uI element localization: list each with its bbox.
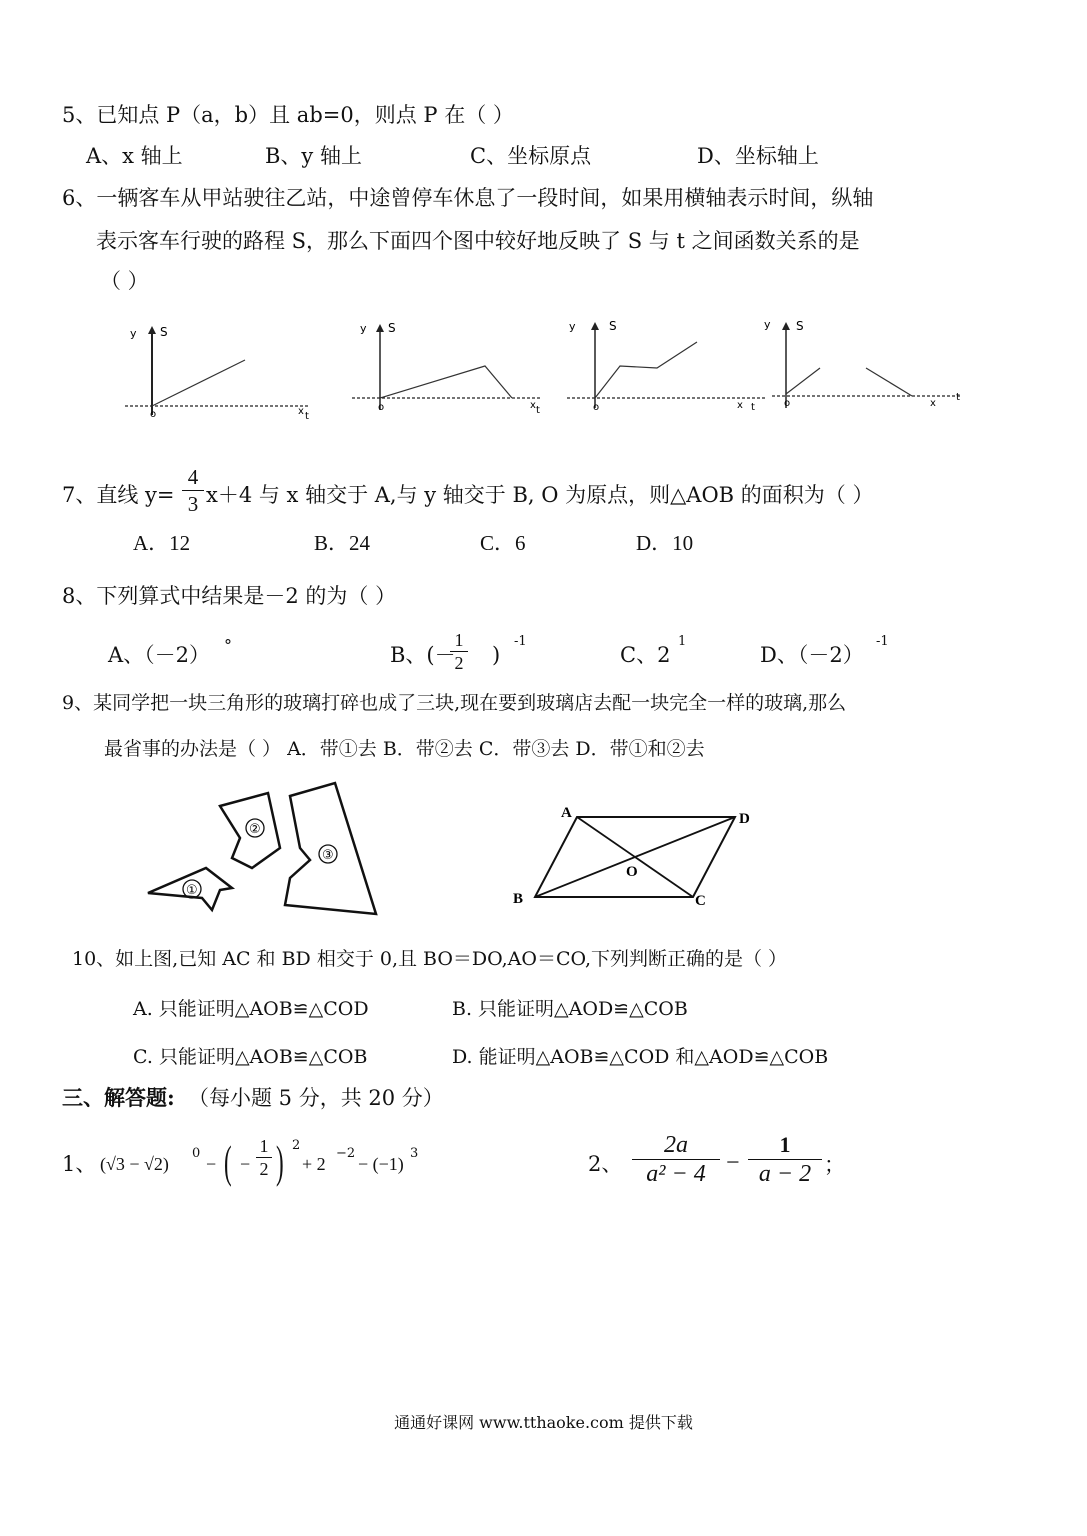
q6-line2: 表示客车行驶的路程 S，那么下面四个图中较好地反映了 S 与 t 之间函数关系的是 (96, 229, 860, 253)
g4-x-label: x (930, 398, 936, 409)
q10-option-a: A. 只能证明△AOB≌△COD (133, 998, 369, 1020)
q8-stem: 8、下列算式中结果是－2 的为（ ） (62, 584, 397, 608)
point-a-label: A (561, 805, 572, 821)
g4-origin-label: o (784, 398, 791, 409)
point-b-label: B (513, 891, 524, 907)
g1-s-label: S (160, 325, 168, 339)
q5-stem: 5、已知点 P（a，b）且 ab=0，则点 P 在（ ） (62, 103, 514, 127)
p1-sup-a: 0 (192, 1146, 201, 1161)
p1-fraction (256, 1136, 272, 1179)
q6-graph-3 (565, 316, 775, 416)
g3-y-label: y (569, 320, 576, 333)
section3-note: （每小题 5 分，共 20 分） (188, 1086, 444, 1110)
g1-origin-label: o (150, 409, 157, 420)
p2-den2: a − 2 (758, 1161, 812, 1187)
p1-expr-d: − (−1) (358, 1154, 404, 1174)
glass-piece-2-label: ② (249, 822, 261, 837)
g1-x-label: x (298, 406, 304, 417)
q9-line2: 最省事的办法是（ ） A．带①去 B．带②去 C．带③去 D．带①和②去 (104, 738, 705, 760)
p1-sup-c: −2 (336, 1146, 356, 1161)
point-d-label: D (739, 811, 750, 827)
g2-s-label: S (388, 321, 396, 335)
p1-lparen: ( (224, 1136, 232, 1187)
g4-y-label: y (764, 318, 771, 331)
p1-label: 1、 (62, 1152, 97, 1176)
q6-graph-4 (764, 316, 970, 416)
glass-piece-1-label: ① (186, 883, 198, 898)
g2-origin-label: o (378, 402, 385, 413)
p1-expr-b: − (206, 1154, 217, 1174)
q8-option-b-fraction (450, 630, 468, 673)
p2-fraction-2 (748, 1132, 822, 1187)
p2-minus: − (726, 1150, 740, 1176)
point-c-label: C (695, 893, 706, 909)
q8-option-c: C、2 (620, 643, 671, 667)
p2-label: 2、 (588, 1152, 623, 1176)
q7-option-d: D．10 (636, 531, 694, 555)
q8-option-c-sup: 1 (678, 634, 687, 649)
q8-b-frac-num: 1 (454, 630, 464, 650)
g2-y-label: y (360, 322, 367, 335)
q10-stem: 10、如上图,已知 AC 和 BD 相交于 0,且 BO＝DO,AO＝CO,下列判断正确的是（ ） (72, 948, 788, 970)
g3-t-label: t (751, 402, 755, 413)
q5-option-c: C、坐标原点 (470, 144, 592, 168)
g3-x-label: x (737, 400, 743, 411)
p2-num2: 1 (779, 1132, 791, 1157)
p1-expr-a: (√3 − √2) (100, 1154, 169, 1174)
p2-end: ； (824, 1153, 845, 1177)
q7-frac-den: 3 (187, 492, 199, 516)
p1-frac-num: 1 (259, 1136, 269, 1156)
p1-rparen: ) (276, 1136, 284, 1187)
quadrilateral-figure (505, 795, 775, 915)
p1-sup-b: 2 (292, 1138, 301, 1153)
p1-frac-den: 2 (259, 1159, 269, 1179)
q7-prefix: 7、直线 y= (62, 483, 175, 507)
g2-t-label: t (536, 405, 540, 416)
p1-sup-d: 3 (410, 1146, 419, 1161)
q7-option-a: A．12 (133, 531, 191, 555)
g1-y-label: y (130, 327, 137, 340)
p2-num1: 2a (664, 1132, 688, 1158)
glass-piece-3-label: ③ (322, 848, 334, 863)
q10-option-b: B. 只能证明△AOD≌△COB (452, 998, 688, 1020)
q7-fraction (182, 465, 204, 516)
q5-option-a: A、x 轴上 (86, 144, 183, 168)
q7-option-b: B．24 (314, 531, 371, 555)
point-o-label: O (626, 864, 638, 880)
q6-line3: （ ） (100, 269, 149, 293)
p1-frac-sign: − (240, 1154, 251, 1174)
p2-den1: a² − 4 (646, 1161, 706, 1187)
q10-option-d: D. 能证明△AOB≌△COD 和△AOD≌△COB (452, 1046, 829, 1068)
q6-line1: 6、一辆客车从甲站驶往乙站，中途曾停车休息了一段时间，如果用横轴表示时间，纵轴 (62, 186, 874, 210)
g3-origin-label: o (593, 402, 600, 413)
g4-s-label: S (796, 319, 804, 333)
q8-option-d: D、（－2） (760, 643, 864, 667)
q6-graph-2 (350, 318, 550, 418)
q5-option-d: D、坐标轴上 (697, 144, 819, 168)
q8-option-a: A、（－2） (108, 643, 211, 667)
p2-fraction-1 (632, 1132, 720, 1187)
q7-frac-num: 4 (187, 465, 199, 489)
footer: 通通好课网 www.tthaoke.com 提供下载 (394, 1413, 693, 1432)
g3-s-label: S (609, 319, 617, 333)
q7-suffix: x＋4 与 x 轴交于 A,与 y 轴交于 B, O 为原点，则△AOB 的面积为（ ） (206, 483, 874, 507)
g4-t-label: t (956, 392, 960, 403)
section3-title: 三、解答题: (62, 1085, 175, 1110)
q5-option-b: B、y 轴上 (265, 144, 362, 168)
q8-option-b-sup: -1 (514, 634, 527, 649)
glass-pieces-figure (140, 780, 390, 925)
q6-graph-1 (120, 320, 320, 420)
q8-option-b-pre: B、(－ (390, 643, 456, 667)
q7-option-c: C．6 (480, 531, 526, 555)
g1-t-label: t (305, 411, 309, 422)
q8-option-d-sup: -1 (876, 634, 889, 649)
g2-x-label: x (530, 400, 536, 411)
q10-option-c: C. 只能证明△AOB≌△COB (133, 1046, 368, 1068)
q8-b-frac-den: 2 (454, 653, 464, 673)
p1-expr-c: + 2 (302, 1154, 326, 1174)
q8-option-a-sup: ° (224, 636, 232, 655)
q8-option-b-post: ) (492, 643, 501, 667)
q9-line1: 9、某同学把一块三角形的玻璃打碎也成了三块,现在要到玻璃店去配一块完全一样的玻璃,那么 (62, 692, 847, 714)
